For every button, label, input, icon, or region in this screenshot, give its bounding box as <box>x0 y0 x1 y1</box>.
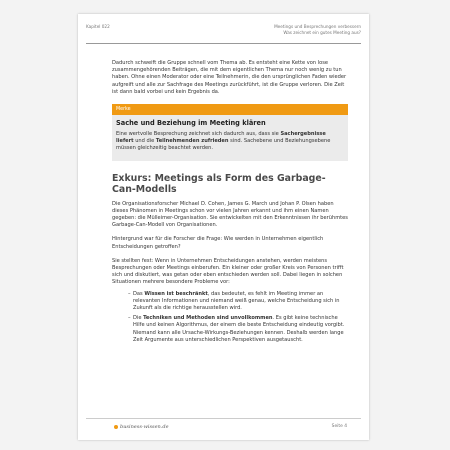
merke-title: Sache und Beziehung im Meeting klären <box>116 119 266 128</box>
list-item-post: , das bedeutet, es fehlt im Meeting immer an relevanten Informationen und niemand weiß genau, welche Entscheidung sich in Zukunft als die richtige herausstellen wird. <box>133 290 340 312</box>
exkurs-paragraph-2: Hintergrund war für die Forscher die Frage: Wie werden in Unternehmen eigentlich Entscheidungen getroffen? <box>112 236 324 250</box>
merke-bold-2: Teilnehmenden zufrieden <box>155 138 229 145</box>
merke-bold-1: Sachergebnisse liefert <box>116 131 326 145</box>
logo-dot-icon <box>114 425 118 429</box>
list-item-post: . Es gibt keine technische Hilfe und keinen Algorithmus, der einem die beste Entscheidung eindeutig vorgibt. Niemand kann alle Ursache-Wirkungs-Beziehungen kennen. Deshalb werden lange Zeit Argumente aus unterschiedlichen Perspektiven ausgetauscht. <box>133 315 345 343</box>
merke-body <box>112 129 348 161</box>
list-dash: – <box>128 290 131 297</box>
list-item-pre: Die <box>133 315 144 322</box>
header-divider <box>86 43 361 44</box>
exkurs-paragraph-1: Die Organisationsforscher Michael D. Cohen, James G. March und Johan P. Olsen haben dieses Phänomen in Meetings schon vor vielen Jahren erkannt und ihm einen Namen gegeben: die Mülleimer-Organisation. Sie entwickelten mit den Erkenntnissen ihr berühmtes Garbage-Can-Modell von Organisationen. <box>112 200 348 229</box>
exkurs-paragraph-3: Sie stellten fest: Wenn in Unternehmen Entscheidungen anstehen, werden meistens Besprechungen oder Meetings einberufen. Ein kleiner oder großer Kreis von Personen trifft sich und diskutiert, was getan oder eben entschieden werden soll. Dabei liegen in solchen Situationen mehrere besondere Probleme vor: <box>112 257 344 286</box>
list-item <box>128 315 348 344</box>
footer-logo <box>114 424 169 430</box>
problem-list <box>112 291 348 344</box>
page-number: Seite 4 <box>331 424 347 429</box>
merke-text-3: sind. Sachebene und Beziehungsebene müssen gleichzeitig beachtet werden. <box>116 138 331 152</box>
merke-label: Merke <box>112 104 348 115</box>
running-header-title: Meetings und Besprechungen verbessern <box>274 24 361 29</box>
merke-text-1: Eine wertvolle Besprechung zeichnet sich dadurch aus, dass sie <box>116 131 281 138</box>
section-heading: Exkurs: Meetings als Form des Garbage-Can-Modells <box>112 172 326 195</box>
merke-text-2: und die <box>133 138 156 145</box>
merke-box <box>112 104 348 161</box>
list-item <box>128 290 348 313</box>
footer-divider <box>86 418 361 419</box>
list-item-bold: Techniken und Methoden sind unvollkommen <box>143 315 273 322</box>
running-header-subtitle: Was zeichnet ein gutes Meeting aus? <box>283 29 361 35</box>
running-header <box>274 24 361 35</box>
list-item-pre: Das <box>133 290 145 297</box>
list-item-bold: Wissen ist beschränkt <box>144 290 208 297</box>
list-dash: – <box>128 315 131 322</box>
page-content <box>112 60 348 347</box>
chapter-label: Kapitel 022 <box>86 24 110 29</box>
footer-logo-text: business-wissen.de <box>120 424 169 430</box>
intro-paragraph: Dadurch schweift die Gruppe schnell vom Thema ab. Es entsteht eine Kette von lose zusammengehörenden Beiträgen, die mit dem eigentlichen Thema nur noch wenig zu tun haben. Ohne einen Moderator oder eine Teilnehmerin, die den ursprünglichen Faden wieder aufgreift und alle zur Sachfrage des Meetings zurückführt, ist die Gruppe verloren. Die Zeit ist dann bald vorbei und kein Ergebnis da. <box>112 60 347 95</box>
document-page <box>78 14 369 440</box>
